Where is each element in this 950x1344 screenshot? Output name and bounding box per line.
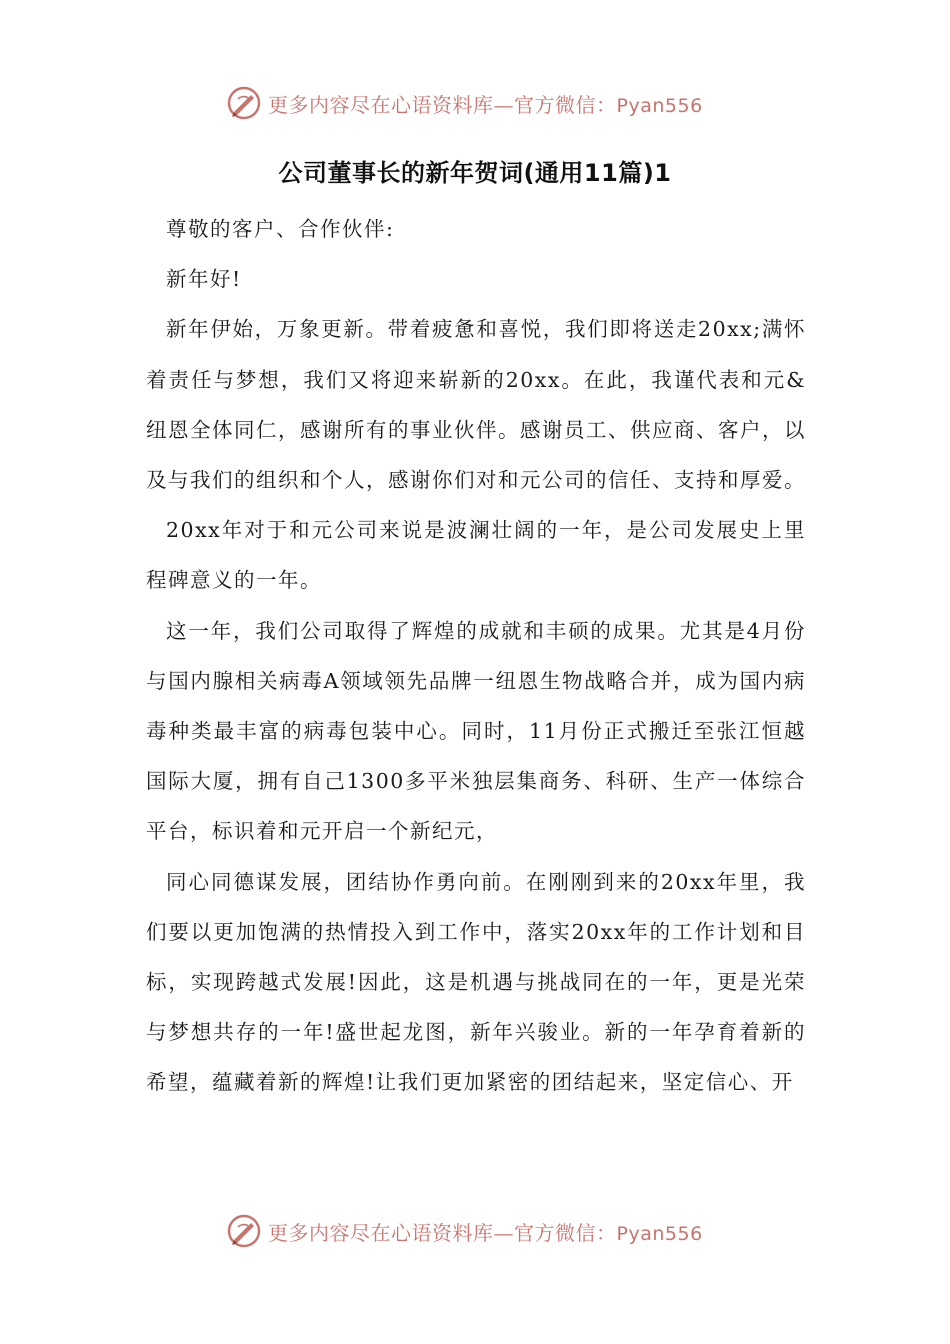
paragraph: 新年伊始，万象更新。带着疲惫和喜悦，我们即将送走20xx;满怀着责任与梦想，我们又将迎来崭新的20xx。在此，我谨代表和元&纽恩全体同仁，感谢所有的事业伙伴。感谢员工、供应商、客户，以及与我们的组织和个人，感谢你们对和元公司的信任、支持和厚爱。: [146, 317, 806, 493]
wechat-id: Pyan556: [616, 1222, 703, 1245]
salutation: 尊敬的客户、合作伙伴:: [166, 217, 395, 241]
banner-text: 更多内容尽在心语资料库—官方微信：Pyan556: [268, 92, 703, 117]
paragraph: 同心同德谋发展，团结协作勇向前。在刚刚到来的20xx年里，我们要以更加饱满的热情投入到工作中，落实20xx年的工作计划和目标，实现跨越式发展!因此，这是机遇与挑战同在的一年，更是光荣与梦想共存的一年!盛世起龙图，新年兴骏业。新的一年孕育着新的希望，蕴藏着新的辉煌!让我们更加紧密的团结起来，坚定信心、开: [146, 869, 806, 1095]
greeting: 新年好!: [166, 267, 242, 292]
banner-text: 更多内容尽在心语资料库—官方微信：Pyan556: [268, 1220, 703, 1245]
document-title: 公司董事长的新年贺词(通用11篇)1: [278, 159, 672, 187]
paragraph: 这一年，我们公司取得了辉煌的成就和丰硕的成果。尤其是4月份与国内腺相关病毒A领域领先品牌一纽恩生物战略合并，成为国内病毒种类最丰富的病毒包装中心。同时，11月份正式搬迁至张江恒越国际大厦，拥有自己1300多平米独层集商务、科研、生产一体综合平台，标识着和元开启一个新纪元，: [146, 618, 806, 844]
footer-banner: [226, 1211, 703, 1251]
pen-logo-icon: [226, 85, 262, 121]
paragraph: 20xx年对于和元公司来说是波澜壮阔的一年，是公司发展史上里程碑意义的一年。: [146, 518, 806, 593]
document-body: [146, 204, 806, 1108]
wechat-id: Pyan556: [616, 94, 703, 117]
header-banner: [226, 83, 703, 123]
pen-logo-icon: [226, 1213, 262, 1249]
